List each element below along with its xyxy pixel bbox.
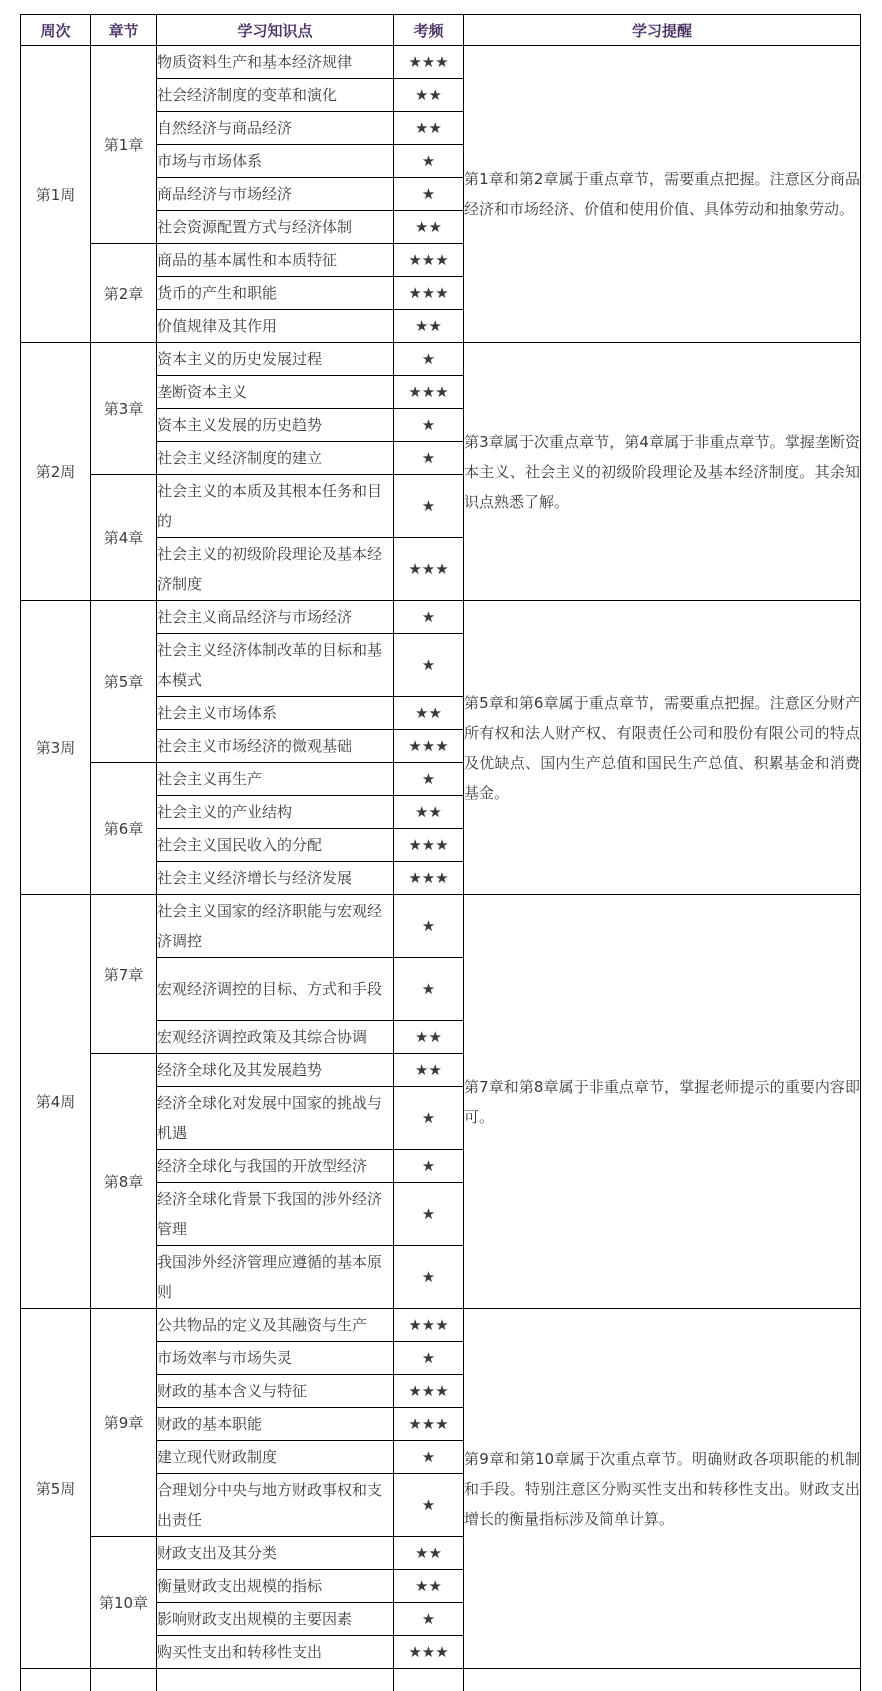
topic-cell: 我国涉外经济管理应遵循的基本原则 xyxy=(157,1246,394,1309)
table-body xyxy=(21,46,861,1691)
star-rating: ★★ xyxy=(394,796,464,829)
star-rating: ★★★ xyxy=(394,538,464,601)
topic-cell: 社会主义国家的经济职能与宏观经济调控 xyxy=(157,895,394,958)
chapter-cell: 第10章 xyxy=(91,1537,157,1669)
topic-cell: 资本主义的历史发展过程 xyxy=(157,343,394,376)
star-rating: ★ xyxy=(394,1474,464,1537)
star-rating: ★★★ xyxy=(394,244,464,277)
topic-cell: 衡量财政支出规模的指标 xyxy=(157,1570,394,1603)
star-rating: ★ xyxy=(394,442,464,475)
star-rating: ★★★ xyxy=(394,862,464,895)
topic-cell: 物质资料生产和基本经济规律 xyxy=(157,46,394,79)
study-plan-table xyxy=(20,14,861,1691)
topic-cell: 市场效率与市场失灵 xyxy=(157,1342,394,1375)
star-rating: ★★ xyxy=(394,211,464,244)
topic-cell: 购买性支出和转移性支出 xyxy=(157,1636,394,1669)
reminder-cell: 第7章和第8章属于非重点章节，掌握老师提示的重要内容即可。 xyxy=(464,895,861,1309)
next-section-partial-row xyxy=(21,1669,861,1691)
week-cell: 第3周 xyxy=(21,601,91,895)
reminder-cell: 第5章和第6章属于重点章节，需要重点把握。注意区分财产所有权和法人财产权、有限责任公司和股份有限公司的特点及优缺点、国内生产总值和国民生产总值、积累基金和消费基金。 xyxy=(464,601,861,895)
star-rating: ★★ xyxy=(394,112,464,145)
reminder-cell: 第9章和第10章属于次重点章节。明确财政各项职能的机制和手段。特别注意区分购买性支出和转移性支出。财政支出增长的衡量指标涉及简单计算。 xyxy=(464,1309,861,1669)
topic-cell: 经济全球化背景下我国的涉外经济管理 xyxy=(157,1183,394,1246)
table-row xyxy=(21,601,861,634)
table-row xyxy=(21,1309,861,1342)
table-header-row xyxy=(21,15,861,46)
topic-cell: 宏观经济调控的目标、方式和手段 xyxy=(157,958,394,1021)
star-rating: ★ xyxy=(394,895,464,958)
week-cell: 第5周 xyxy=(21,1309,91,1669)
star-rating: ★★★ xyxy=(394,1309,464,1342)
star-rating: ★ xyxy=(394,475,464,538)
star-rating: ★★ xyxy=(394,1537,464,1570)
topic-cell: 社会主义再生产 xyxy=(157,763,394,796)
week-cell: 第4周 xyxy=(21,895,91,1309)
topic-cell: 自然经济与商品经济 xyxy=(157,112,394,145)
star-rating: ★ xyxy=(394,958,464,1021)
star-rating: ★ xyxy=(394,1342,464,1375)
star-rating: ★★★ xyxy=(394,46,464,79)
star-rating: ★★ xyxy=(394,79,464,112)
topic-cell: 财政的基本职能 xyxy=(157,1408,394,1441)
star-rating: ★★★ xyxy=(394,1636,464,1669)
chapter-cell: 第3章 xyxy=(91,343,157,475)
column-header-knowledge-point: 学习知识点 xyxy=(157,15,394,46)
star-rating: ★★ xyxy=(394,1570,464,1603)
star-rating: ★ xyxy=(394,601,464,634)
chapter-cell: 第9章 xyxy=(91,1309,157,1537)
topic-cell: 社会主义的本质及其根本任务和目的 xyxy=(157,475,394,538)
column-header-study-reminder: 学习提醒 xyxy=(464,15,861,46)
star-rating: ★ xyxy=(394,1603,464,1636)
star-rating: ★ xyxy=(394,145,464,178)
empty-cell xyxy=(394,1669,464,1691)
topic-cell: 垄断资本主义 xyxy=(157,376,394,409)
topic-cell: 社会经济制度的变革和演化 xyxy=(157,79,394,112)
chapter-cell: 第1章 xyxy=(91,46,157,244)
star-rating: ★ xyxy=(394,1150,464,1183)
topic-cell: 商品的基本属性和本质特征 xyxy=(157,244,394,277)
table-row xyxy=(21,895,861,958)
chapter-cell: 第7章 xyxy=(91,895,157,1054)
star-rating: ★ xyxy=(394,634,464,697)
column-header-exam-frequency: 考频 xyxy=(394,15,464,46)
topic-cell: 社会主义国民收入的分配 xyxy=(157,829,394,862)
topic-cell: 社会主义经济体制改革的目标和基本模式 xyxy=(157,634,394,697)
topic-cell: 社会主义经济增长与经济发展 xyxy=(157,862,394,895)
chapter-cell: 第4章 xyxy=(91,475,157,601)
empty-cell xyxy=(21,1669,91,1691)
star-rating: ★ xyxy=(394,1246,464,1309)
star-rating: ★★ xyxy=(394,310,464,343)
topic-cell: 商品经济与市场经济 xyxy=(157,178,394,211)
topic-cell: 市场与市场体系 xyxy=(157,145,394,178)
topic-cell: 资本主义发展的历史趋势 xyxy=(157,409,394,442)
star-rating: ★★★ xyxy=(394,1408,464,1441)
topic-cell: 财政支出及其分类 xyxy=(157,1537,394,1570)
topic-cell: 社会资源配置方式与经济体制 xyxy=(157,211,394,244)
topic-cell: 社会主义经济制度的建立 xyxy=(157,442,394,475)
topic-cell: 建立现代财政制度 xyxy=(157,1441,394,1474)
topic-cell: 货币的产生和职能 xyxy=(157,277,394,310)
chapter-cell: 第8章 xyxy=(91,1054,157,1309)
star-rating: ★★ xyxy=(394,697,464,730)
week-cell: 第1周 xyxy=(21,46,91,343)
star-rating: ★★ xyxy=(394,1054,464,1087)
star-rating: ★ xyxy=(394,1183,464,1246)
topic-cell: 宏观经济调控政策及其综合协调 xyxy=(157,1021,394,1054)
topic-cell: 经济全球化与我国的开放型经济 xyxy=(157,1150,394,1183)
topic-cell: 财政的基本含义与特征 xyxy=(157,1375,394,1408)
star-rating: ★ xyxy=(394,178,464,211)
column-header-chapter: 章节 xyxy=(91,15,157,46)
reminder-cell: 第1章和第2章属于重点章节，需要重点把握。注意区分商品经济和市场经济、价值和使用价值、具体劳动和抽象劳动。 xyxy=(464,46,861,343)
star-rating: ★ xyxy=(394,343,464,376)
star-rating: ★★★ xyxy=(394,277,464,310)
star-rating: ★ xyxy=(394,763,464,796)
topic-cell: 公共物品的定义及其融资与生产 xyxy=(157,1309,394,1342)
empty-cell xyxy=(464,1669,861,1691)
star-rating: ★★★ xyxy=(394,1375,464,1408)
topic-cell: 社会主义商品经济与市场经济 xyxy=(157,601,394,634)
chapter-cell: 第5章 xyxy=(91,601,157,763)
reminder-cell: 第3章属于次重点章节，第4章属于非重点章节。掌握垄断资本主义、社会主义的初级阶段理论及基本经济制度。其余知识点熟悉了解。 xyxy=(464,343,861,601)
star-rating: ★ xyxy=(394,409,464,442)
topic-cell: 价值规律及其作用 xyxy=(157,310,394,343)
topic-cell: 影响财政支出规模的主要因素 xyxy=(157,1603,394,1636)
topic-cell: 经济全球化对发展中国家的挑战与机遇 xyxy=(157,1087,394,1150)
week-cell: 第2周 xyxy=(21,343,91,601)
star-rating: ★ xyxy=(394,1087,464,1150)
star-rating: ★ xyxy=(394,1441,464,1474)
chapter-cell: 第6章 xyxy=(91,763,157,895)
empty-cell xyxy=(91,1669,157,1691)
chapter-cell: 第2章 xyxy=(91,244,157,343)
column-header-week: 周次 xyxy=(21,15,91,46)
table-row xyxy=(21,46,861,79)
topic-cell: 经济全球化及其发展趋势 xyxy=(157,1054,394,1087)
topic-cell: 社会主义市场经济的微观基础 xyxy=(157,730,394,763)
topic-cell: 社会主义的产业结构 xyxy=(157,796,394,829)
topic-cell: 社会主义市场体系 xyxy=(157,697,394,730)
topic-cell: 社会主义的初级阶段理论及基本经济制度 xyxy=(157,538,394,601)
empty-cell xyxy=(157,1669,394,1691)
topic-cell: 合理划分中央与地方财政事权和支出责任 xyxy=(157,1474,394,1537)
star-rating: ★★★ xyxy=(394,730,464,763)
star-rating: ★★ xyxy=(394,1021,464,1054)
table-row xyxy=(21,343,861,376)
star-rating: ★★★ xyxy=(394,829,464,862)
star-rating: ★★★ xyxy=(394,376,464,409)
